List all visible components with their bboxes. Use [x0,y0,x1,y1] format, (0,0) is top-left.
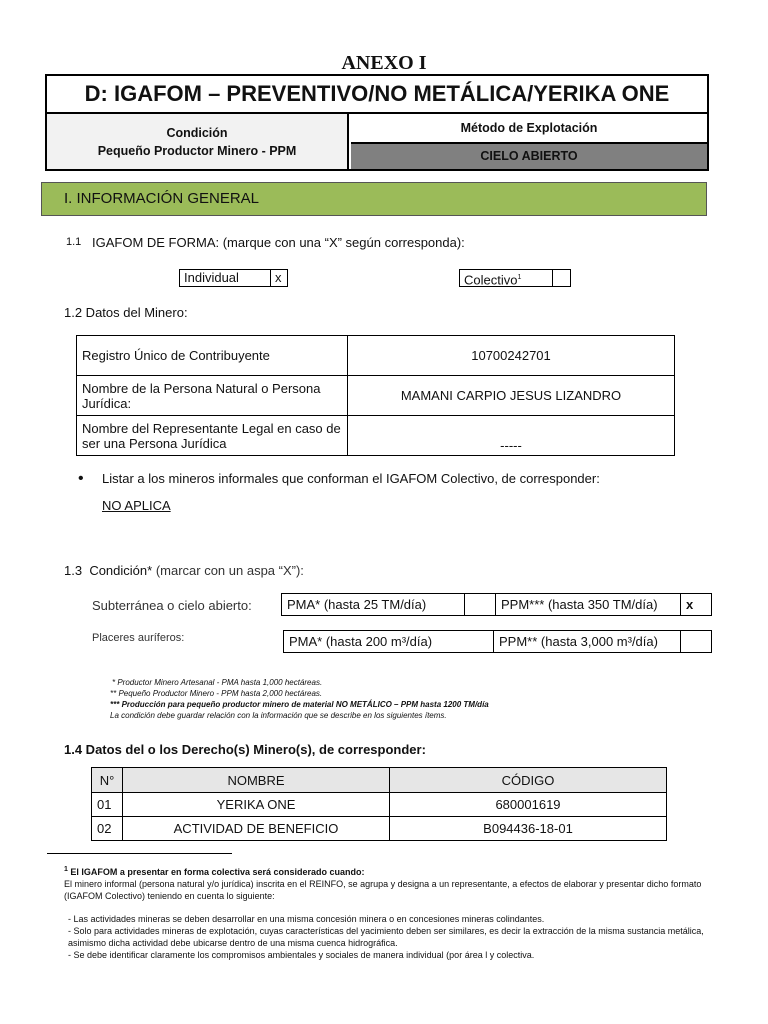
condicion-row2 [283,630,712,653]
listar-mineros-text: Listar a los mineros informales que conforman el IGAFOM Colectivo, de corresponder: [102,471,600,486]
s11-number: 1.1 [66,236,82,248]
nombre-value: MAMANI CARPIO JESUS LIZANDRO [348,376,675,416]
row-codigo: B094436-18-01 [390,817,667,841]
table-row [77,416,675,456]
header-nombre: NOMBRE [123,768,390,793]
ruc-value: 10700242701 [348,336,675,376]
s13-title [64,563,304,578]
colectivo-checkbox[interactable] [552,269,571,287]
s12-title: 1.2 Datos del Minero: [64,305,188,320]
individual-checkbox[interactable]: x [270,269,288,287]
no-aplica-text: NO APLICA [102,498,171,513]
row-codigo: 680001619 [390,793,667,817]
table-row [92,793,667,817]
table-row [77,376,675,416]
row-numero: 02 [92,817,123,841]
pma-25-label: PMA* (hasta 25 TM/día) [282,594,465,616]
condicion-cell [47,114,349,169]
nombre-label: Nombre de la Persona Natural o Persona Jurídica: [77,376,348,416]
condicion-label: Condición [166,126,228,140]
table-header-row [92,768,667,793]
condicion-row1 [281,593,712,616]
note-pma: * Productor Minero Artesanal - PMA hasta 1,000 hectáreas. [112,678,323,687]
pma-200-label: PMA* (hasta 200 m³/día) [284,631,494,653]
datos-minero-table [76,335,675,456]
pma-25-checkbox[interactable] [465,594,496,616]
colectivo-footnote-ref: 1 [517,274,522,281]
ppm-3000-label: PPM** (hasta 3,000 m³/día) [494,631,681,653]
ppm-350-checkbox[interactable]: x [681,594,712,616]
footnote-paragraph: El minero informal (persona natural y/o jurídica) inscrita en el REINFO, se agrupa y designa a un representante, a efectos de elaborar y presentar dicho formato (IGAFOM Colectivo) teniendo en cuenta lo siguiente: [64,879,702,901]
ppm-350-label: PPM*** (hasta 350 TM/día) [496,594,681,616]
subterranea-label: Subterránea o cielo abierto: [92,598,252,613]
footnote-divider [47,853,232,854]
representante-value: ----- [348,416,675,456]
bullet-icon: • [78,470,84,487]
document-title: D: IGAFOM – PREVENTIVO/NO METÁLICA/YERIKA ONE [47,76,707,114]
metodo-label: Método de Explotación [351,114,707,144]
representante-label: Nombre del Representante Legal en caso de ser una Persona Jurídica [77,416,348,456]
metodo-value: CIELO ABIERTO [351,144,707,169]
note-no-metalico: *** Producción para pequeño productor minero de material NO METÁLICO – PPM hasta 1200 TM/día [110,700,489,709]
note-condicion: La condición debe guardar relación con la información que se describe en los siguientes ítems. [110,711,447,720]
table-row [282,594,712,616]
header-table [45,74,709,171]
row-numero: 01 [92,793,123,817]
footnote-item-1: - Las actividades mineras se deben desarrollar en una misma concesión minera o en concesiones mineras colindantes. [68,914,545,924]
s13-title-bold: Condición* [89,563,153,578]
footnote-title [64,864,365,878]
s13-title-rest: (marcar con un aspa “X”): [155,563,304,578]
table-row [77,336,675,376]
s11-label: IGAFOM DE FORMA: (marque con una “X” según corresponda): [92,235,465,250]
row-nombre: YERIKA ONE [123,793,390,817]
footnote-item-2: - Solo para actividades mineras de explotación, cuyas características del yacimiento deben ser similares, es decir la extracción de la misma sustancia metálica, asimismo dicha actividad debe ubicarse dentro de una misma cuenca hidrográfica. [68,926,704,948]
s14-title: 1.4 Datos del o los Derecho(s) Minero(s), de corresponder: [64,742,426,757]
individual-label: Individual [179,269,271,287]
header-numero: N° [92,768,123,793]
table-row [284,631,712,653]
ruc-label: Registro Único de Contribuyente [77,336,348,376]
table-row [92,817,667,841]
footnote-title-text: El IGAFOM a presentar en forma colectiva será considerado cuando: [70,867,365,877]
anexo-title: ANEXO I [341,52,427,74]
placeres-label: Placeres auríferos: [92,632,185,644]
condicion-value: Pequeño Productor Minero - PPM [97,144,297,158]
colectivo-label [459,269,553,287]
ppm-3000-checkbox[interactable] [681,631,712,653]
s13-number: 1.3 [64,563,83,578]
footnote-item-3: - Se debe identificar claramente los compromisos ambientales y sociales de manera individual (por área l y colectiva. [68,950,535,960]
row-nombre: ACTIVIDAD DE BENEFICIO [123,817,390,841]
header-codigo: CÓDIGO [390,768,667,793]
note-ppm: ** Pequeño Productor Minero - PPM hasta 2,000 hectáreas. [110,689,323,698]
footnote-number: 1 [64,866,68,873]
derechos-mineros-table [91,767,667,841]
section-informacion-general: I. INFORMACIÓN GENERAL [41,182,707,216]
colectivo-text: Colectivo [464,272,518,288]
